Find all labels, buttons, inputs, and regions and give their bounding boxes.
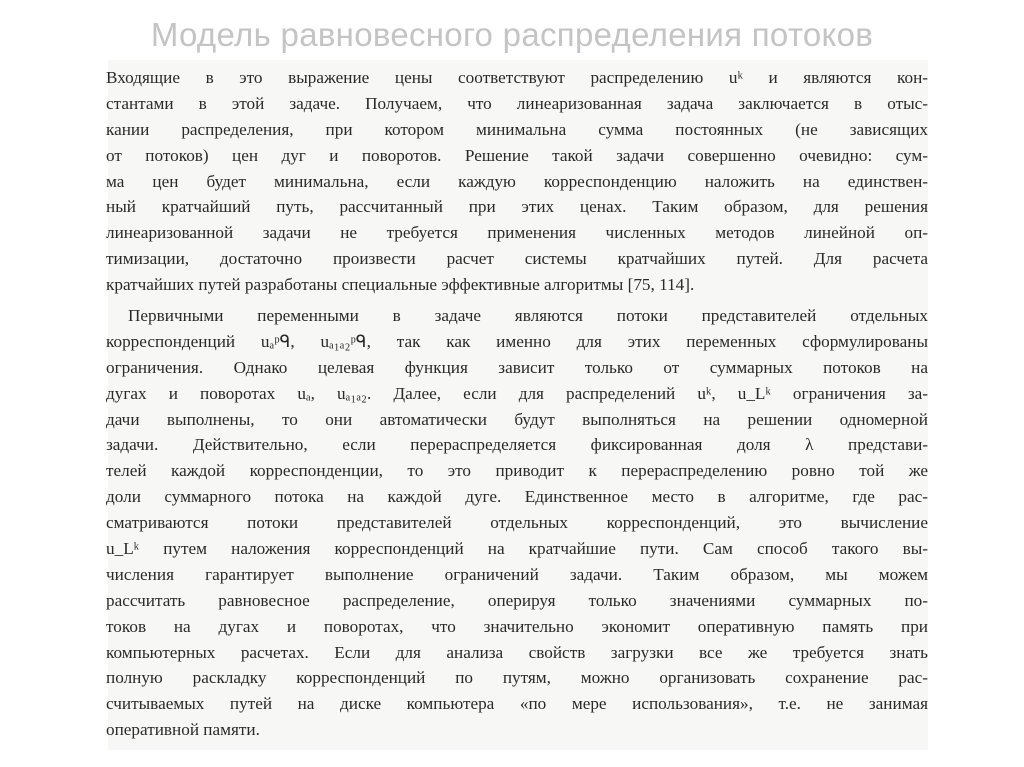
text-line: корреспонденций uₐᵖᑫ, uₐ₁ₐ₂ᵖᑫ, так как именно для этих переменных сформулированы bbox=[106, 331, 928, 351]
text-line: полную раскладку корреспонденций по путям, можно организовать сохранение рас- bbox=[106, 668, 928, 688]
slide-title: Модель равновесного распределения потоков bbox=[150, 16, 874, 53]
text-line: Первичными переменными в задаче являются потоки представителей отдельных bbox=[128, 306, 928, 326]
text-line: токов на дугах и поворотах, что значительно экономит оперативную память при bbox=[106, 616, 928, 636]
text-line: задачи. Действительно, если перераспределяется фиксированная доля λ представи- bbox=[106, 435, 928, 455]
text-line: от потоков) цен дуг и поворотов. Решение такой задачи совершенно очевидно: сум- bbox=[106, 145, 928, 165]
text-line: компьютерных расчетах. Если для анализа свойств загрузки все же требуется знать bbox=[106, 642, 928, 662]
text-line: доли суммарного потока на каждой дуге. Единственное место в алгоритме, где рас- bbox=[106, 487, 928, 507]
text-line: считываемых путей на диске компьютера «по мере использования», т.е. не занимая bbox=[106, 694, 928, 714]
text-line: сматриваются потоки представителей отдельных корреспонденций, это вычисление bbox=[106, 513, 928, 533]
text-line: стантами в этой задаче. Получаем, что линеаризованная задача заключается в отыс- bbox=[106, 93, 928, 113]
scanned-text-block bbox=[106, 65, 928, 743]
text-line: оперативной памяти. bbox=[106, 720, 260, 740]
text-line: дачи выполнены, то они автоматически будут выполняться на решении одномерной bbox=[106, 409, 928, 429]
paragraph-1 bbox=[106, 65, 928, 298]
text-line: кратчайших путей разработаны специальные эффективные алгоритмы [75, 114]. bbox=[106, 275, 695, 295]
text-line: кании распределения, при котором минимальна сумма постоянных (не зависящих bbox=[106, 119, 928, 139]
text-line: u_Lᵏ путем наложения корреспонденций на кратчайшие пути. Сам способ такого вы- bbox=[106, 539, 928, 559]
text-line: числения гарантирует выполнение ограничений задачи. Таким образом, мы можем bbox=[106, 564, 928, 584]
text-line: Входящие в это выражение цены соответствуют распределению uᵏ и являются кон- bbox=[106, 68, 928, 87]
text-line: ограничения. Однако целевая функция зависит только от суммарных потоков на bbox=[106, 357, 928, 377]
text-line: дугах и поворотах uₐ, uₐ₁ₐ₂. Далее, если для распределений uᵏ, u_Lᵏ ограничения за- bbox=[106, 383, 928, 403]
text-line: ма цен будет минимальна, если каждую корреспонденцию наложить на единствен- bbox=[106, 171, 928, 191]
text-line: телей каждой корреспонденции, то это приводит к перераспределению ровно той же bbox=[106, 461, 928, 481]
text-line: рассчитать равновесное распределение, оперируя только значениями суммарных по- bbox=[106, 590, 928, 610]
paragraph-2 bbox=[106, 303, 928, 743]
text-line: ный кратчайший путь, рассчитанный при этих ценах. Таким образом, для решения bbox=[106, 197, 928, 217]
text-line: тимизации, достаточно произвести расчет системы кратчайших путей. Для расчета bbox=[106, 249, 928, 269]
text-line: линеаризованной задачи не требуется применения численных методов линейной оп- bbox=[106, 223, 928, 243]
